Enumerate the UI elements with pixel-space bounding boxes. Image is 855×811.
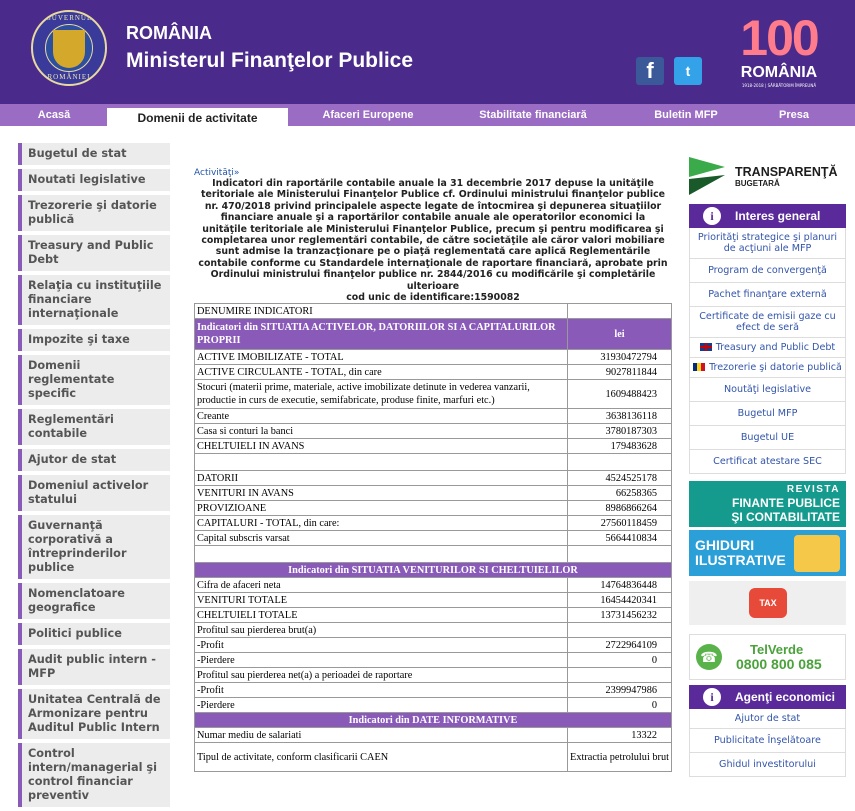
section-header-row [195,563,672,578]
site-country: ROMÂNIA [126,23,212,43]
table-row [195,698,672,713]
table-row [195,304,672,319]
table-row [195,728,672,743]
row-value: 13322 [568,728,672,743]
row-value: 2399947986 [568,683,672,698]
row-label: ACTIVE IMOBILIZATE - TOTAL [195,350,568,365]
row-label: CHELTUIELI IN AVANS [195,439,568,454]
revista-line2: FINANTE PUBLICE [732,496,840,510]
report-title: Indicatori din raportările contabile anuale la 31 decembrie 2017 depuse la unităţile teritoriale ale Ministerului Finanţelor Publice cf. Ordinului ministrului finanţelor publice nr. 470/2018 privind principalele aspecte legate de întocmirea şi depunerea situaţiilor financiare anuale şi a raportărilor contabile anuale ale operatorilor economici la unităţile teritoriale ale Ministerului Finanţelor Publice, precum şi pentru modificarea şi completarea unor reglementări contabile, de către societăţile ale căror valori mobiliare sunt admise la tranzacţionare pe o piaţă reglementată care aplică Reglementările contabile conforme cu Standardele internaţionale de raportare financiară, aprobate prin Ordinului ministrului finanţelor publice nr. 2844/2016 cu modificările şi completările ulterioare [198,178,668,292]
denumire-header: DENUMIRE INDICATORI [195,304,568,319]
sidebar-item-politici-publice[interactable]: Politici publice [18,623,170,645]
row-value: Extractia petrolului brut [568,743,672,772]
row-value: 9027811844 [568,365,672,380]
row-label: Tipul de activitate, conform clasificarii CAEN [195,743,568,772]
row-value: 179483628 [568,439,672,454]
sidebar-item-control-intern[interactable]: Control intern/managerial şi control financiar preventiv [18,743,170,807]
info-icon: i [703,207,721,225]
link-program-convergenta[interactable]: Program de convergenţă [689,259,846,283]
row-label: ACTIVE CIRCULANTE - TOTAL, din care [195,365,568,380]
row-label: -Profit [195,638,568,653]
row-label: Creante [195,409,568,424]
report-code: cod unic de identificare:1590082 [346,292,520,304]
agenti-economici-header [689,685,846,709]
blank-row [195,454,672,471]
sidebar-item-domeniul-activelor[interactable]: Domeniul activelor statului [18,475,170,511]
row-value: 5664410834 [568,531,672,546]
sidebar-item-guvernanta[interactable]: Guvernanţă corporativă a întreprinderilor publice [18,515,170,579]
nav-acasa[interactable]: Acasă [37,109,71,121]
row-value: 3780187303 [568,424,672,439]
crest-bottom-text: ROMÂNIEI [47,73,91,81]
main-content [194,168,672,303]
sidebar-item-nomenclatoare[interactable]: Nomenclatoare geografice [18,583,170,619]
crest-shield-icon [53,30,85,68]
ghiduri-line2: ILUSTRATIVE [695,552,786,568]
transparenta-logo-icon [689,157,725,195]
telverde-title: TelVerde [750,642,804,657]
link-trezorerie[interactable] [689,358,846,378]
table-row [195,638,672,653]
table-row [195,409,672,424]
link-certificate-emisii[interactable]: Certificate de emisii gaze cu efect de seră [689,307,846,338]
section2-header: Indicatori din SITUATIA VENITURILOR SI CHELTUIELILOR [195,563,672,578]
row-label: PROVIZIOANE [195,501,568,516]
sidebar-item-trezorerie[interactable]: Trezorerie şi datorie publică [18,195,170,231]
table-row [195,516,672,531]
link-prioritati[interactable]: Priorităţi strategice şi planuri de acţiuni ale MFP [689,228,846,259]
revista-line1: REVISTA [786,484,840,495]
telverde-number: 0800 800 085 [736,656,822,672]
site-title[interactable]: Ministerul Finanţelor Publice [126,49,414,72]
site-header [0,0,855,104]
sidebar-item-domenii-reglementate[interactable]: Domenii reglementate specific [18,355,170,405]
table-row [195,380,672,409]
ghiduri-banner[interactable] [689,530,846,576]
sidebar-item-impozite[interactable]: Impozite şi taxe [18,329,170,351]
row-label: VENITURI IN AVANS [195,486,568,501]
interes-general-header [689,204,846,228]
table-row [195,486,672,501]
link-ajutor-de-stat[interactable]: Ajutor de stat [689,709,846,729]
row-value: 3638136118 [568,409,672,424]
row-label: Cifra de afaceri neta [195,578,568,593]
unit-header: lei [568,319,672,350]
nav-buletin-mfp[interactable]: Buletin MFP [654,109,718,121]
telverde-banner[interactable] [689,634,846,680]
row-value: 16454420341 [568,593,672,608]
row-value: 0 [568,698,672,713]
info-icon: i [703,688,721,706]
link-certificat-sec[interactable]: Certificat atestare SEC [689,450,846,474]
row-value: 2722964109 [568,638,672,653]
reading-person-icon [794,535,840,572]
revista-line3: ŞI CONTABILITATE [731,510,840,524]
link-bugetul-ue[interactable]: Bugetul UE [689,426,846,450]
treasury-label: Treasury and Public Debt [715,342,836,353]
blank-row [195,546,672,563]
table-row [195,501,672,516]
centenar-name: ROMÂNIA [740,64,818,81]
link-pachet-finantare[interactable]: Pachet finanţare externă [689,283,846,307]
row-value: 27560118459 [568,516,672,531]
phone-icon: ☎ [696,644,722,670]
row-value: 31930472794 [568,350,672,365]
section1-header: Indicatori din SITUATIA ACTIVELOR, DATORIILOR SI A CAPITALURILOR PROPRII [195,319,568,350]
breadcrumb[interactable]: Activităţi» [194,168,240,178]
row-label: -Pierdere [195,698,568,713]
uk-flag-icon [700,343,712,351]
link-ghidul-investitorului[interactable]: Ghidul investitorului [689,753,846,777]
sidebar-item-ucaapi[interactable]: Unitatea Centrală de Armonizare pentru Auditul Public Intern [18,689,170,739]
nav-afaceri-europene[interactable]: Afaceri Europene [322,109,414,121]
row-label: CAPITALURI - TOTAL, din care: [195,516,568,531]
table-row [195,350,672,365]
table-row [195,424,672,439]
row-label: -Pierdere [195,653,568,668]
table-row [195,743,672,772]
section-header-row [195,713,672,728]
agenti-economici-title: Agenţi economici [735,690,836,704]
table-row [195,608,672,623]
tax-edu-banner[interactable] [689,581,846,638]
sidebar-item-bugetul-de-stat[interactable]: Bugetul de stat [18,143,170,165]
row-value: 13731456232 [568,608,672,623]
row-label: Numar mediu de salariati [195,728,568,743]
row-value: 14764836448 [568,578,672,593]
row-label: Profitul sau pierderea net(a) a perioadei de raportare [195,668,568,683]
table-row [195,623,672,638]
left-sidebar [18,143,170,811]
indicators-table [194,303,672,772]
nav-domenii-de-activitate[interactable]: Domenii de activitate [107,108,288,128]
table-row [195,531,672,546]
table-row [195,668,672,683]
centenar-subtitle: 1918-2018 | SĂRBĂTORIM ÎMPREUNĂ [741,83,817,88]
centenar-logo[interactable] [727,10,837,100]
row-label: DATORII [195,471,568,486]
nav-stabilitate-financiara[interactable]: Stabilitate financiară [479,109,587,121]
link-noutati-legislative[interactable]: Noutăţi legislative [689,378,846,402]
sidebar-item-reglementari-contabile[interactable]: Reglementări contabile [18,409,170,445]
transparenta-title: TRANSPARENŢĂ [735,165,838,179]
table-row [195,365,672,380]
section3-header: Indicatori din DATE INFORMATIVE [195,713,672,728]
row-label: -Profit [195,683,568,698]
tax-edu-icon: TAX EDU [749,588,787,618]
row-label: CHELTUIELI TOTALE [195,608,568,623]
row-value [568,668,672,683]
table-row [195,653,672,668]
section-header-row [195,319,672,350]
centenar-number: 100 [740,10,818,66]
table-row [195,439,672,454]
transparenta-subtitle: BUGETARĂ [735,179,780,188]
row-value: 8986866264 [568,501,672,516]
row-value [568,623,672,638]
crest-top-text: GUVERNUL [45,14,93,22]
trezorerie-label: Trezorerie şi datorie publică [709,362,842,373]
nav-presa[interactable]: Presa [779,109,809,121]
row-value: 4524525178 [568,471,672,486]
right-sidebar [689,155,846,777]
table-row [195,471,672,486]
link-treasury[interactable] [689,338,846,358]
government-crest-logo[interactable] [31,10,107,86]
row-value: 66258365 [568,486,672,501]
revista-banner[interactable] [689,481,846,527]
table-row [195,683,672,698]
row-label: Stocuri (materii prime, materiale, active imobilizate detinute in vederea vanzarii, productie in curs de executie, semifabricate, produse finite, marfuri etc.) [195,380,568,409]
sidebar-item-audit-public[interactable]: Audit public intern - MFP [18,649,170,685]
row-value: 1609488423 [568,380,672,409]
interes-general-title: Interes general [735,209,821,223]
twitter-icon[interactable]: t [674,57,702,85]
row-value: 0 [568,653,672,668]
row-label: Capital subscris varsat [195,531,568,546]
table-row [195,578,672,593]
link-bugetul-mfp[interactable]: Bugetul MFP [689,402,846,426]
link-publicitate[interactable]: Publicitate Înşelătoare [689,729,846,753]
ro-flag-icon [693,363,705,371]
sidebar-item-treasury[interactable]: Treasury and Public Debt [18,235,170,271]
table-row [195,593,672,608]
sidebar-item-noutati-legislative[interactable]: Noutati legislative [18,169,170,191]
transparenta-bugetara-banner[interactable] [689,155,846,199]
ghiduri-line1: GHIDURI [695,537,755,553]
row-label: VENITURI TOTALE [195,593,568,608]
facebook-icon[interactable]: f [636,57,664,85]
row-label: Casa si conturi la banci [195,424,568,439]
sidebar-item-ajutor-de-stat[interactable]: Ajutor de stat [18,449,170,471]
sidebar-item-relatia-institutii[interactable]: Relaţia cu instituţiile financiare internaţionale [18,275,170,325]
row-label: Profitul sau pierderea brut(a) [195,623,568,638]
